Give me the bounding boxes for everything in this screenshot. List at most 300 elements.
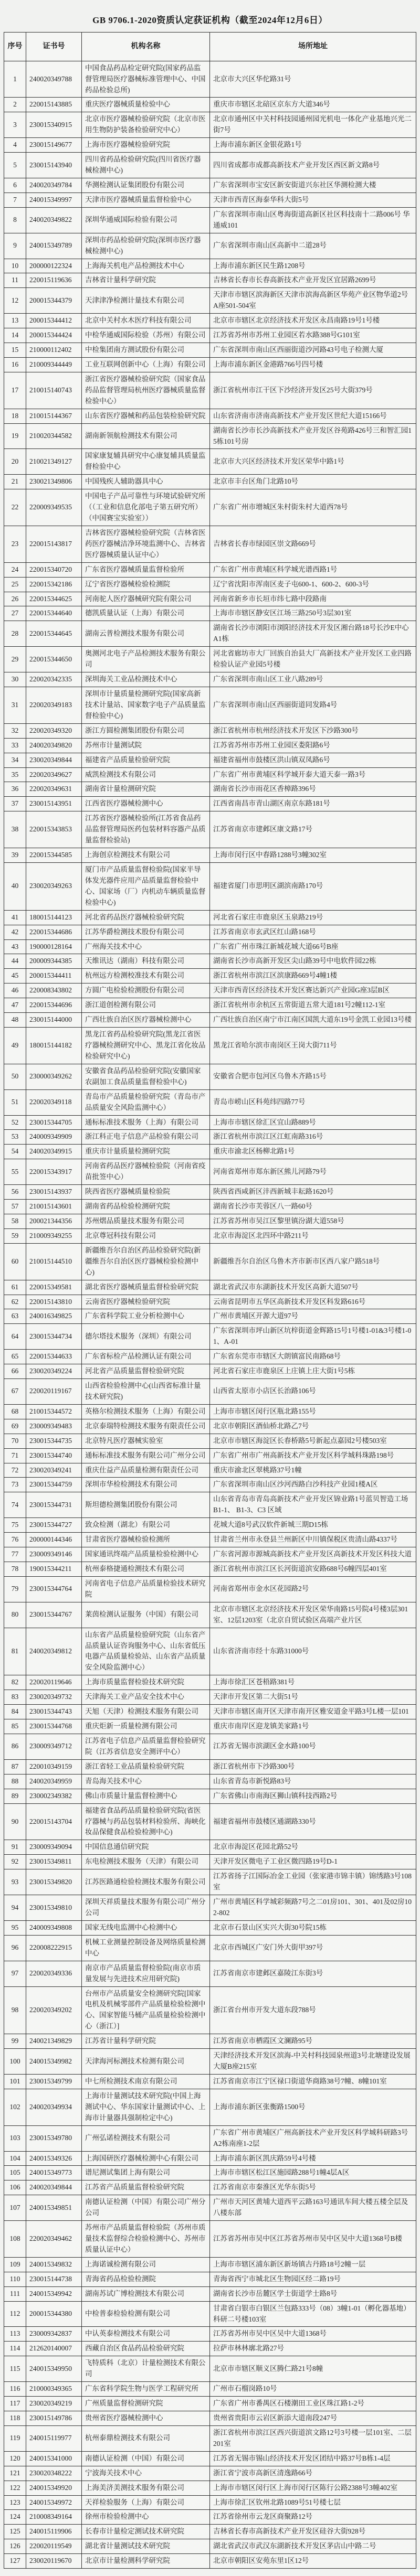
table-row <box>4 2554 416 2569</box>
cell-address: 拉萨市林林廓北路27号 <box>210 2342 416 2356</box>
cell-seq: 24 <box>4 562 26 577</box>
table-row <box>4 2221 416 2258</box>
cell-cert-number: 200015344380 <box>26 2301 82 2327</box>
table-row <box>4 592 416 606</box>
cell-seq: 69 <box>4 1419 26 1434</box>
cell-seq: 100 <box>4 2049 26 2075</box>
cell-institution-name: 江苏省产品质量监督检验研究院 <box>82 2180 210 2195</box>
cell-address: 广东省河源市源城高新技术产业开发区高新技术开发区科技大道 <box>210 1547 416 1562</box>
cell-seq: 39 <box>4 848 26 863</box>
cell-cert-number: 230020349224 <box>26 1364 82 1379</box>
table-row <box>4 910 416 925</box>
cell-institution-name: 华测检测认证集团股份有限公司 <box>82 178 210 193</box>
cell-seq: 103 <box>4 2125 26 2151</box>
cell-address: 北京市石景山区实兴大街30号院15栋 <box>210 1920 416 1935</box>
cell-institution-name: 深圳市华检检测技术有限公司 <box>82 1478 210 1492</box>
cell-institution-name: 杭州泰格捷通检测技术有限公司 <box>82 1562 210 1577</box>
cell-seq: 9 <box>4 233 26 259</box>
table-row <box>4 1478 416 1492</box>
cell-seq: 92 <box>4 1855 26 1869</box>
table-row <box>4 1774 416 1789</box>
cell-seq: 44 <box>4 954 26 969</box>
cell-address: 福建省厦门市思明区湖滨南路170号 <box>210 863 416 911</box>
cell-cert-number: 230015349810 <box>26 1895 82 1921</box>
cell-address: 花城大道8号武汉软件新城三期D15栋 <box>210 1518 416 1533</box>
cell-seq: 87 <box>4 1759 26 1774</box>
cell-cert-number: 230015349780 <box>26 2125 82 2151</box>
cell-institution-name: 致众检测（湖北）有限公司 <box>82 1518 210 1533</box>
cell-cert-number: 220015344633 <box>26 1350 82 1364</box>
cell-seq: 77 <box>4 1547 26 1562</box>
cell-cert-number: 180015144182 <box>26 1028 82 1064</box>
cell-address: 广东省广州市黄埔区科学城光谱西路1号 <box>210 562 416 577</box>
cell-institution-name: 上海诺诚检测有限公司 <box>82 2257 210 2272</box>
cell-seq: 12 <box>4 288 26 314</box>
cell-cert-number: 230015143937 <box>26 1185 82 1200</box>
cell-address: 上海市市辖区松江区施园路288号1幢4层A区 <box>210 2166 416 2180</box>
cell-institution-name: 河南省药品医疗器械检验院（河南省疫苗批签中心） <box>82 1159 210 1185</box>
cell-seq: 29 <box>4 647 26 672</box>
cell-cert-number: 230009349146 <box>26 1547 82 1562</box>
cell-institution-name: 中国残疾人辅助器具中心 <box>82 475 210 489</box>
cell-seq: 125 <box>4 2525 26 2539</box>
cell-institution-name: 四川省药品检验研究院(四川省医疗器械检测中心) <box>82 153 210 178</box>
cell-seq: 107 <box>4 2195 26 2221</box>
cell-address: 北京市丰台区角门北路10号 <box>210 475 416 489</box>
cell-institution-name: 广东省标检产品检测认证有限公司 <box>82 1350 210 1364</box>
table-row <box>4 1518 416 1533</box>
cell-seq: 63 <box>4 1309 26 1324</box>
table-row <box>4 2125 416 2151</box>
cell-cert-number: 220015343917 <box>26 1159 82 1185</box>
cell-address: 广东省广州市番禺区石楼潮田工业区珠江路1-2号 <box>210 2397 416 2411</box>
cell-institution-name: 山东省产品质量检验研究院（山东省产品质量认证咨询服务中心、山东省低压电器产品质量检验站、山东省产品质量安全风险监测中心） <box>82 1628 210 1675</box>
cell-cert-number: 230015344759 <box>26 1478 82 1492</box>
cell-address: 山西省太原市小店区长治路106号 <box>210 1379 416 1405</box>
cell-address: 山东省青岛市新悦路83号 <box>210 1774 416 1789</box>
cell-institution-name: 湖南苏试广博检测技术有限公司 <box>82 2286 210 2301</box>
header-name: 机构名称 <box>82 33 210 61</box>
cell-institution-name: 北京市医疗器械检验研究院（北京市医用生物防护装备检验研究中心） <box>82 112 210 138</box>
cell-address: 天津市西青区海泰华科大街5号 <box>210 193 416 207</box>
cell-address: 江苏省徐州市云龙区商聚路12号 <box>210 2510 416 2525</box>
table-row <box>4 1562 416 1577</box>
cell-address: 上海市市辖区静安区江场三路250号3层301室 <box>210 606 416 621</box>
cell-institution-name: 机械工业测量控制设备及网络质量检测中心 <box>82 1935 210 1961</box>
cell-address: 北京市市辖区顺义区腾仁路21号8幢 <box>210 2356 416 2382</box>
cell-address: 浙江省杭州市下沙路300号 <box>210 1759 416 1774</box>
cell-seq: 4 <box>4 138 26 153</box>
cell-address: 广州市黄埔区开源大道97号 <box>210 1309 416 1324</box>
cell-cert-number: 220020349627 <box>26 767 82 782</box>
cell-institution-name: 重庆市计量质量检测研究院 <box>82 1145 210 1159</box>
cell-address: 北京市海淀区北四环中路211号 <box>210 1228 416 1243</box>
table-row <box>4 811 416 848</box>
cell-institution-name: 福建省食品药品质量检验研究院(省医疗器械与药品包装材料检验所、海峡化妆品保健食品检验检测中心) <box>82 1803 210 1840</box>
cell-institution-name: 浙江省轻工业品质量检验研究院 <box>82 1759 210 1774</box>
cell-institution-name: 河北省药品医疗器械检验研究院 <box>82 910 210 925</box>
table-row <box>4 259 416 273</box>
cell-seq: 79 <box>4 1576 26 1602</box>
cell-seq: 112 <box>4 2301 26 2327</box>
table-row <box>4 1130 416 1145</box>
cell-cert-number: 220020119167 <box>26 1379 82 1405</box>
cell-cert-number: 230015144000 <box>26 1013 82 1028</box>
cell-address: 上海市市辖区闵行区瓶北路155号 <box>210 1404 416 1419</box>
cell-seq: 21 <box>4 475 26 489</box>
cell-address: 北京市市辖区北京经济技术开发区永昌南路19号1号楼 <box>210 314 416 328</box>
cell-cert-number: 240015349851 <box>26 2195 82 2221</box>
cell-institution-name: 中国食品药品检定研究院(国家药品监督管理局医疗器械标准管理中心、中国药品检验总所) <box>82 61 210 98</box>
cell-seq: 31 <box>4 687 26 724</box>
cell-institution-name: 工业互联网创新中心（上海）有限公司 <box>82 357 210 372</box>
cell-institution-name: 浙江省医疗器械检验研究院（国家食品药品监督管理局杭州医疗器械质量监督检验中心） <box>82 372 210 409</box>
cell-cert-number: 230015349799 <box>26 2074 82 2089</box>
cell-institution-name: 辽宁省医疗器械检验检测院 <box>82 577 210 592</box>
table-row <box>4 1986 416 2034</box>
table-row <box>4 1350 416 1364</box>
cell-address: 广东省佛山市南海区狮山镇科技西路2号 <box>210 1789 416 1803</box>
cell-seq: 23 <box>4 526 26 562</box>
table-row <box>4 1295 416 1309</box>
table-row <box>4 1492 416 1518</box>
cell-cert-number: 230015344740 <box>26 1448 82 1463</box>
cell-institution-name: 中国信息通信研究院 <box>82 1840 210 1855</box>
cell-address: 上海市浦东新区张衡路1500号 <box>210 2089 416 2125</box>
cell-institution-name: 上海市计量测试技术研究院(中国上海测试中心、华东国家计量测试中心、上海市计量器具强制检定中心) <box>82 2089 210 2125</box>
cell-institution-name: 杭州泰鼎检测技术有限公司 <box>82 2425 210 2451</box>
cell-institution-name: 天津海关工业产品安全技术中心 <box>82 1690 210 1705</box>
cell-seq: 106 <box>4 2180 26 2195</box>
cell-cert-number: 200000122324 <box>26 259 82 273</box>
cell-address: 天津市开发区第二大街51号 <box>210 1690 416 1705</box>
cell-cert-number: 240015349950 <box>26 2356 82 2382</box>
cell-address: 广东省深圳市南山区粤海街道高新区社区科技南十二路006号 华通威101 <box>210 207 416 233</box>
cell-address: 山东省青岛市青岛高新技术产业开发区锦业路1号蓝贝智造工场B1-1、 B1-3、C3 区域 <box>210 1492 416 1518</box>
cell-cert-number: 240020349915 <box>26 1145 82 1159</box>
cell-institution-name: 浙江道创检测有限公司 <box>82 998 210 1013</box>
cell-institution-name: 湖南云普检测技术服务有限公司 <box>82 621 210 647</box>
cell-seq: 115 <box>4 2356 26 2382</box>
cell-cert-number: 210000112402 <box>26 343 82 358</box>
table-row <box>4 1869 416 1895</box>
cell-institution-name: 重庆炬新一质量检测有限公司 <box>82 1719 210 1734</box>
cell-seq: 41 <box>4 910 26 925</box>
cell-address: 广州市天河区黄埔大道西平云路163号通讯车间大楼五楼全层及八楼东部 <box>210 2195 416 2221</box>
cell-cert-number: 230015143951 <box>26 797 82 811</box>
table-row <box>4 1675 416 1690</box>
cell-seq: 123 <box>4 2495 26 2510</box>
cell-address: 江苏省无锡市锡山经济技术开发区团结中路37号B栋1-4层 <box>210 2451 416 2466</box>
cell-cert-number: 240020349844 <box>26 2180 82 2195</box>
cell-address: 北京市大兴区经济技术开发区荣华中路1号 <box>210 449 416 475</box>
cell-institution-name: 吉林省医疗器械检验研究院（吉林省医药医疗器械洁净环境监测中心、吉林省医疗器械质量认证中心） <box>82 526 210 562</box>
cell-institution-name: 南京市产品质量监督检验院(南京市质量发展与先进技术应用研究院) <box>82 1961 210 1986</box>
cell-seq: 67 <box>4 1379 26 1405</box>
cell-institution-name: 中七所检测技术南京有限公司 <box>82 2074 210 2089</box>
cell-address: 浙江省杭州市滨江区长河街道滨安路688号6幢四层401室 <box>210 1562 416 1577</box>
cell-institution-name: 河南省电子信息产品质量检验技术研究院 <box>82 1576 210 1602</box>
cell-address: 广东省广州市增城区朱村街朱村大道西78号 <box>210 489 416 526</box>
cell-institution-name: 上海海关机电产品检测技术中心 <box>82 259 210 273</box>
cell-seq: 110 <box>4 2272 26 2286</box>
cell-institution-name: 湖南省计量检测研究院 <box>82 782 210 797</box>
cell-cert-number: 230015340915 <box>26 112 82 138</box>
cell-institution-name: 深圳市药品检验研究院(深圳市医疗器械检测中心) <box>82 233 210 259</box>
cell-seq: 17 <box>4 372 26 409</box>
cell-cert-number: 210009344449 <box>26 357 82 372</box>
cell-seq: 43 <box>4 939 26 954</box>
cell-seq: 45 <box>4 969 26 984</box>
table-row <box>4 193 416 207</box>
cell-seq: 38 <box>4 811 26 848</box>
table-row <box>4 475 416 489</box>
cell-seq: 16 <box>4 357 26 372</box>
cell-seq: 84 <box>4 1705 26 1719</box>
cell-institution-name: 广州弘诺检测技术有限公司 <box>82 2125 210 2151</box>
cell-institution-name: 北京特凡医疗器械实验室 <box>82 1434 210 1448</box>
cell-address: 浙江省杭州市杭州经济技术开发区下沙路300号 <box>210 723 416 738</box>
cell-seq: 119 <box>4 2425 26 2451</box>
table-row <box>4 767 416 782</box>
cell-address: 北京市朝阳区酒仙桥北路乙7号 <box>210 1419 416 1434</box>
cell-cert-number: 220020119549 <box>26 2539 82 2554</box>
cell-cert-number: 220015143810 <box>26 1295 82 1309</box>
cell-institution-name: 上海美济美测技术服务有限公司 <box>82 2481 210 2495</box>
cell-institution-name: 广东省科学院工业分析检测中心 <box>82 1309 210 1324</box>
cell-cert-number: 220015344625 <box>26 592 82 606</box>
cell-seq: 26 <box>4 592 26 606</box>
cell-institution-name: 斯坦德检测集团股份有限公司 <box>82 1492 210 1518</box>
cell-seq: 85 <box>4 1719 26 1734</box>
cell-seq: 88 <box>4 1774 26 1789</box>
table-row <box>4 233 416 259</box>
cell-cert-number: 230015344764 <box>26 1576 82 1602</box>
cell-cert-number: 230015344705 <box>26 1115 82 1130</box>
cell-address: 江苏省南京市栖霞区文澜路95号 <box>210 2034 416 2049</box>
cell-institution-name: 湖北省医疗器械质量监督检验研究院 <box>82 1280 210 1295</box>
cell-seq: 35 <box>4 767 26 782</box>
table-row <box>4 647 416 672</box>
cell-cert-number: 240020349822 <box>26 207 82 233</box>
cell-cert-number: 240020349959 <box>26 1774 82 1789</box>
cell-address: 四川省成都市成都高新技术产业开发区西区新文路8号 <box>210 153 416 178</box>
table-row <box>4 343 416 358</box>
cell-seq: 13 <box>4 314 26 328</box>
cell-address: 浙江省台州市开发大道东段788号 <box>210 1986 416 2034</box>
cell-institution-name: 广西壮族自治区医疗器械检测中心 <box>82 1013 210 1028</box>
cell-institution-name: 天津市医疗器械质量监督检验中心 <box>82 193 210 207</box>
cell-institution-name: 通标标准技术服务（上海）有限公司 <box>82 1115 210 1130</box>
cell-cert-number: 230015344727 <box>26 1518 82 1533</box>
table-row <box>4 1463 416 1478</box>
cell-seq: 32 <box>4 723 26 738</box>
table-row <box>4 2257 416 2272</box>
cell-cert-number: 240015349832 <box>26 2257 82 2272</box>
table-row <box>4 2180 416 2195</box>
cell-cert-number: 210015140743 <box>26 372 82 409</box>
cell-address: 广东省深圳市南山区工业八路289号 <box>210 672 416 687</box>
cell-institution-name: 厦门市产品质量监督检验院(国家半导体发光器件应用产品质量监督检验中心、国家场（厂）内机动车辆质量监督检验中心) <box>82 863 210 911</box>
cell-cert-number: 180015144123 <box>26 910 82 925</box>
cell-institution-name: 青岛市产品质量检验研究院（青岛市产品质量安全风险监测中心） <box>82 1089 210 1115</box>
cell-seq: 54 <box>4 1145 26 1159</box>
cell-institution-name: 西藏自治区食品药品检验研究院 <box>82 2342 210 2356</box>
table-row <box>4 723 416 738</box>
cell-seq: 25 <box>4 577 26 592</box>
cell-institution-name: 国家无线电监测中心检测中心 <box>82 1920 210 1935</box>
cell-institution-name: 英格尔检测技术服务（上海）有限公司 <box>82 1404 210 1419</box>
cell-cert-number: 220015344585 <box>26 848 82 863</box>
cell-cert-number: 210020344582 <box>26 423 82 449</box>
cell-cert-number: 230009349712 <box>26 1734 82 1760</box>
cell-address: 上海市徐汇区苍梧路381号 <box>210 1675 416 1690</box>
cell-cert-number: 220020349183 <box>26 687 82 724</box>
cell-institution-name: 德尔塔技术服务（深圳）有限公司 <box>82 1324 210 1350</box>
table-row <box>4 112 416 138</box>
cell-cert-number: 230009349483 <box>26 1419 82 1434</box>
cell-cert-number: 220015344686 <box>26 925 82 939</box>
cell-institution-name: 湖南新领航检测技术有限公司 <box>82 423 210 449</box>
table-row <box>4 328 416 343</box>
cell-institution-name: 通标标准技术服务有限公司广州分公司 <box>82 1448 210 1463</box>
cell-address: 河北省石家庄市鹿泉区上庄镇上庄大街1号5栋 <box>210 1364 416 1379</box>
cell-cert-number: 212620140007 <box>26 2342 82 2356</box>
cell-cert-number: 220020349462 <box>26 2221 82 2258</box>
cell-address: 广东省深圳市南山区高新中二道28号 <box>210 233 416 259</box>
cell-address: 浙江省杭州市滨江区滨康路669号4幢1楼 <box>210 969 416 984</box>
cell-institution-name: 河北省产品质量监督检验研究院 <box>82 1364 210 1379</box>
cell-institution-name: 江苏华爵检测技术股份有限公司 <box>82 925 210 939</box>
cell-address: 浙江省杭州市江干区下沙经济开发区25号大街379号 <box>210 372 416 409</box>
cell-seq: 49 <box>4 1028 26 1064</box>
cell-cert-number: 230020349844 <box>26 753 82 767</box>
cell-seq: 3 <box>4 112 26 138</box>
table-row <box>4 2525 416 2539</box>
cell-seq: 59 <box>4 1228 26 1243</box>
table-row <box>4 1789 416 1803</box>
cell-cert-number: 200015344412 <box>26 314 82 328</box>
cell-institution-name: 安徽省食品药品检验研究院(安徽国家农副加工食品质量监督检验中心) <box>82 1064 210 1089</box>
cell-seq: 109 <box>4 2257 26 2272</box>
cell-cert-number: 240015349942 <box>26 2286 82 2301</box>
table-row <box>4 2301 416 2327</box>
cell-address: 广东省深圳市南山区西丽街道同发路4号 <box>210 687 416 724</box>
table-row <box>4 1115 416 1130</box>
table-row <box>4 925 416 939</box>
cell-address: 浙江省杭州市滨江区江虹南路316号 <box>210 1130 416 1145</box>
cell-address: 上海市市辖区闵行区上海市闵行区陈行公路2388号3幢402室 <box>210 2481 416 2495</box>
table-row <box>4 1448 416 1463</box>
cell-institution-name: 江苏省医疗器械检验所(江苏省食品药品监督管理局医药包装材料容器产品质量监督检验站) <box>82 811 210 848</box>
cell-cert-number: 230020349219 <box>26 2397 82 2411</box>
cell-address: 河南省郑州市郑东新区熊儿河路79号 <box>210 1159 416 1185</box>
cell-seq: 5 <box>4 153 26 178</box>
cell-institution-name: 浙江科正电子信息产品检验有限公司 <box>82 1130 210 1145</box>
table-row <box>4 1719 416 1734</box>
cell-institution-name: 云南省医疗器械检验研究院 <box>82 1295 210 1309</box>
cell-cert-number: 230015144738 <box>26 2272 82 2286</box>
cell-seq: 95 <box>4 1920 26 1935</box>
cell-cert-number: 200000144346 <box>26 1533 82 1547</box>
cell-seq: 19 <box>4 423 26 449</box>
cell-seq: 30 <box>4 672 26 687</box>
table-row <box>4 2510 416 2525</box>
cell-institution-name: 山东省医疗器械和药品包装检验研究院 <box>82 409 210 423</box>
table-row <box>4 2466 416 2481</box>
cell-institution-name: 天维讯达（湖南）科技有限公司 <box>82 954 210 969</box>
cell-address: 吉林省长春市长春高新技术产业开发区宜居路2699号 <box>210 273 416 288</box>
table-row <box>4 409 416 423</box>
cell-seq: 53 <box>4 1130 26 1145</box>
cell-cert-number: 240015349326 <box>26 2151 82 2166</box>
table-row <box>4 1419 416 1434</box>
cell-seq: 91 <box>4 1840 26 1855</box>
cell-institution-name: 南德认证检测（中国）有限公司 <box>82 2451 210 2466</box>
cell-address: 重庆市南岸区迎龙镇美家路1号 <box>210 1719 416 1734</box>
cell-address: 广东省东莞市市辖区大朗镇富民南路68号 <box>210 1350 416 1364</box>
table-row <box>4 2286 416 2301</box>
cell-institution-name: 北京尊冠科技有限公司 <box>82 1228 210 1243</box>
table-row <box>4 2327 416 2342</box>
cell-institution-name: 甘肃省医疗器械检验检测所 <box>82 1533 210 1547</box>
cell-seq: 52 <box>4 1115 26 1130</box>
cell-cert-number: 230002349382 <box>26 1789 82 1803</box>
cell-cert-number: 220020342335 <box>26 672 82 687</box>
cell-seq: 46 <box>4 984 26 998</box>
table-row <box>4 1920 416 1935</box>
cell-cert-number: 220008343802 <box>26 984 82 998</box>
table-row <box>4 1159 416 1185</box>
cell-cert-number: 240020349784 <box>26 178 82 193</box>
cell-institution-name: 中检华通威国际检验（苏州）有限公司 <box>82 328 210 343</box>
cell-address: 福建省福州市鼓楼区洪山镇双凤路6号 <box>210 753 416 767</box>
table-row <box>4 577 416 592</box>
cell-seq: 15 <box>4 343 26 358</box>
cell-cert-number: 240015119906 <box>26 2525 82 2539</box>
cell-seq: 37 <box>4 797 26 811</box>
cell-address: 浙江省杭州市滨江区西兴街道滨文路12号3号楼一层101室、二层201室 <box>210 2425 416 2451</box>
table-row <box>4 207 416 233</box>
cell-institution-name: 飞特质科（北京）计量检测技术有限公司 <box>82 2356 210 2382</box>
cell-cert-number: 230015344735 <box>26 1434 82 1448</box>
cell-institution-name: 广东省科学院生物与医学工程研究所 <box>82 2382 210 2397</box>
cell-cert-number: 200015344379 <box>26 288 82 314</box>
cell-address: 吉林省长春市高新技术产业开发区硅谷大街928号 <box>210 2525 416 2539</box>
cell-cert-number: 210000349365 <box>26 2382 82 2397</box>
cell-institution-name: 贵州省医疗器械检测中心 <box>82 2411 210 2426</box>
cell-address: 重庆市渝北区翠桃路37号1幢 <box>210 1463 416 1478</box>
cell-seq: 89 <box>4 1789 26 1803</box>
cell-cert-number: 210008349164 <box>26 2510 82 2525</box>
table-row <box>4 969 416 984</box>
cell-cert-number: 230015349811 <box>26 1855 82 1869</box>
cell-institution-name: 广东省医疗器械质量监督检验所 <box>82 562 210 577</box>
cell-cert-number: 240015341000 <box>26 2451 82 2466</box>
cell-cert-number: 200015344424 <box>26 328 82 343</box>
cell-address: 河南省郑州市金水区花园路2号 <box>210 1576 416 1602</box>
cell-institution-name: 苏州市产品质量监督检验院（苏州市质量技术监督综合检验检测中心、苏州市质量认证中心） <box>82 2221 210 2258</box>
cell-institution-name: 威凯检测技术有限公司 <box>82 767 210 782</box>
table-row <box>4 753 416 767</box>
cell-seq: 98 <box>4 1986 26 2034</box>
table-row <box>4 2481 416 2495</box>
cell-cert-number: 230020349732 <box>26 1690 82 1705</box>
table-row <box>4 1200 416 1214</box>
cell-seq: 6 <box>4 178 26 193</box>
cell-seq: 40 <box>4 863 26 911</box>
cell-cert-number: 230009349094 <box>26 1840 82 1855</box>
